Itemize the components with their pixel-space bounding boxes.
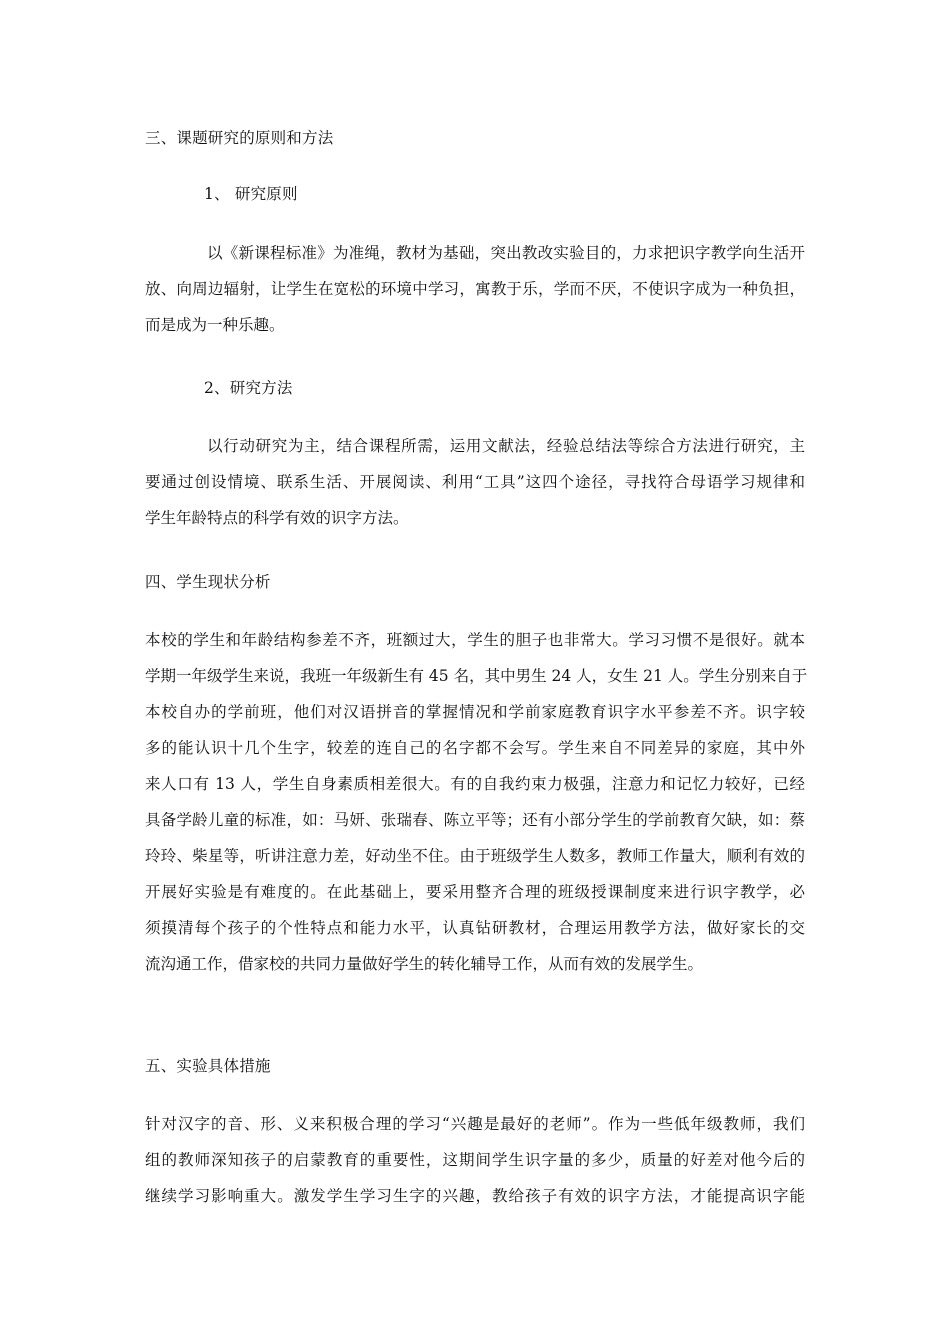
section-4-paragraph bbox=[145, 622, 808, 982]
paragraph-line: 要通过创设情境、联系生活、开展阅读、利用“工具”这四个途径，寻找符合母语学习规律和 bbox=[145, 473, 805, 491]
paragraph-line: 多的能认识十几个生字，较差的连自己的名字都不会写。学生来自不同差异的家庭，其中外 bbox=[145, 739, 805, 757]
paragraph-line: 来人口有 13 人，学生自身素质相差很大。有的自我约束力极强，注意力和记忆力较好，已经 bbox=[145, 775, 805, 793]
section-3-heading: 三、课题研究的原则和方法 bbox=[145, 129, 334, 147]
paragraph-line: 以《新课程标准》为准绳，教材为基础，突出教改实验目的，力求把识字教学向生活开 bbox=[207, 244, 805, 262]
section-3-2-heading: 2、研究方法 bbox=[204, 379, 293, 397]
section-5-paragraph bbox=[145, 1106, 805, 1214]
paragraph-line: 本校自办的学前班，他们对汉语拼音的掌握情况和学前家庭教育识字水平参差不齐。识字较 bbox=[145, 703, 805, 721]
section-3-1-paragraph bbox=[145, 235, 805, 343]
paragraph-line: 组的教师深知孩子的启蒙教育的重要性，这期间学生识字量的多少，质量的好差对他今后的 bbox=[145, 1151, 805, 1169]
paragraph-line: 学生年龄特点的科学有效的识字方法。 bbox=[145, 509, 409, 527]
section-3-2-paragraph bbox=[145, 428, 805, 536]
paragraph-line: 流沟通工作，借家校的共同力量做好学生的转化辅导工作，从而有效的发展学生。 bbox=[145, 955, 704, 973]
paragraph-line: 须摸清每个孩子的个性特点和能力水平，认真钻研教材，合理运用教学方法，做好家长的交 bbox=[145, 919, 805, 937]
section-4-heading: 四、学生现状分析 bbox=[145, 573, 271, 591]
section-3-1-heading: 1、 研究原则 bbox=[204, 185, 298, 203]
paragraph-line: 针对汉字的音、形、义来积极合理的学习“兴趣是最好的老师”。作为一些低年级教师，我们 bbox=[145, 1115, 805, 1133]
paragraph-line: 玲玲、柴星等，听讲注意力差，好动坐不住。由于班级学生人数多，教师工作量大，顺利有效的 bbox=[145, 847, 805, 865]
paragraph-line: 放、向周边辐射，让学生在宽松的环境中学习，寓教于乐，学而不厌，不使识字成为一种负担， bbox=[145, 280, 805, 298]
paragraph-line: 学期一年级学生来说，我班一年级新生有 45 名，其中男生 24 人，女生 21 人。学生分别来自于 bbox=[145, 667, 808, 685]
paragraph-line: 本校的学生和年龄结构参差不齐，班额过大，学生的胆子也非常大。学习习惯不是很好。就本 bbox=[145, 631, 805, 649]
paragraph-line: 具备学龄儿童的标准，如：马妍、张瑞春、陈立平等；还有小部分学生的学前教育欠缺，如：蔡 bbox=[145, 811, 805, 829]
paragraph-line: 以行动研究为主，结合课程所需，运用文献法，经验总结法等综合方法进行研究，主 bbox=[207, 437, 805, 455]
paragraph-line: 而是成为一种乐趣。 bbox=[145, 316, 285, 334]
paragraph-line: 继续学习影响重大。激发学生学习生字的兴趣，教给孩子有效的识字方法，才能提高识字能 bbox=[145, 1187, 805, 1205]
section-5-heading: 五、实验具体措施 bbox=[145, 1057, 271, 1075]
paragraph-line: 开展好实验是有难度的。在此基础上，要采用整齐合理的班级授课制度来进行识字教学，必 bbox=[145, 883, 805, 901]
